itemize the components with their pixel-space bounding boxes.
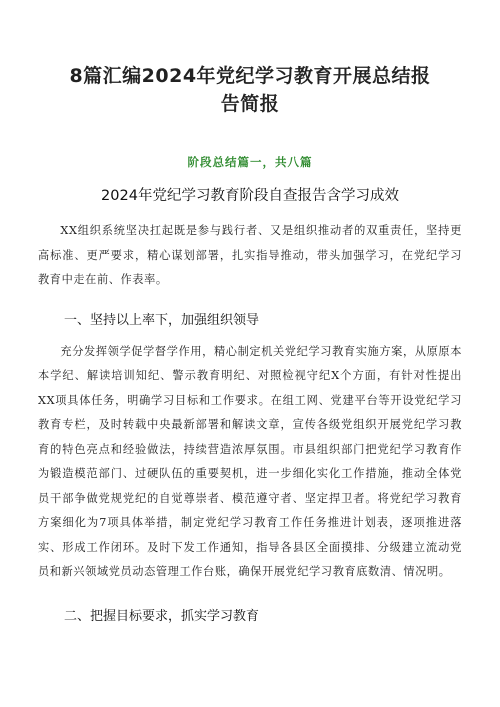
article-title: 2024年党纪学习教育阶段自查报告含学习成效 xyxy=(101,188,399,204)
intro-paragraph: XX组织系统坚决扛起既是参与践行者、又是组织推动者的双重责任，坚持更高标准、更严要求，精心谋划部署，扎实指导推动，带头加强学习，在党纪学习教育中走在前、作表率。 xyxy=(38,224,462,286)
section-label: 阶段总结篇一，共八篇 xyxy=(187,155,313,169)
document-title-line-2: 告简报 xyxy=(220,93,280,115)
document-title-line-1: 8篇汇编2024年党纪学习教育开展总结报 xyxy=(69,65,431,87)
section-1-paragraph: 充分发挥领学促学督学作用，精心制定机关党纪学习教育实施方案，从原原本本学纪、解读培训知纪、警示教育明纪、对照检视守纪X个方面，有针对性提出XX项具体任务，明确学习目标和工作要求。在组工网、党建平台等开设党纪学习教育专栏，及时转载中央最新部署和解读文章，宣传各级党组织开展党纪学习教育的特色亮点和经验做法，持续营造浓厚氛围。市县组织部门把党纪学习教育作为锻造模范部门、过硬队伍的重要契机，进一步细化实化工作措施，推动全体党员干部争做党规党纪的自觉尊崇者、模范遵守者、坚定捍卫者。将党纪学习教育方案细化为7项具体举措，制定党纪学习教育工作任务推进计划表，逐项推进落实、形成工作闭环。及时下发工作通知，指导各县区全面摸排、分级建立流动党员和新兴领域党员动态管理工作台账，确保开展党纪学习教育底数清、情况明。 xyxy=(38,344,462,578)
section-heading-2: 二、把握目标要求，抓实学习教育 xyxy=(64,608,260,624)
document-title xyxy=(38,0,462,118)
section-heading-1: 一、坚持以上率下，加强组织领导 xyxy=(64,312,260,328)
